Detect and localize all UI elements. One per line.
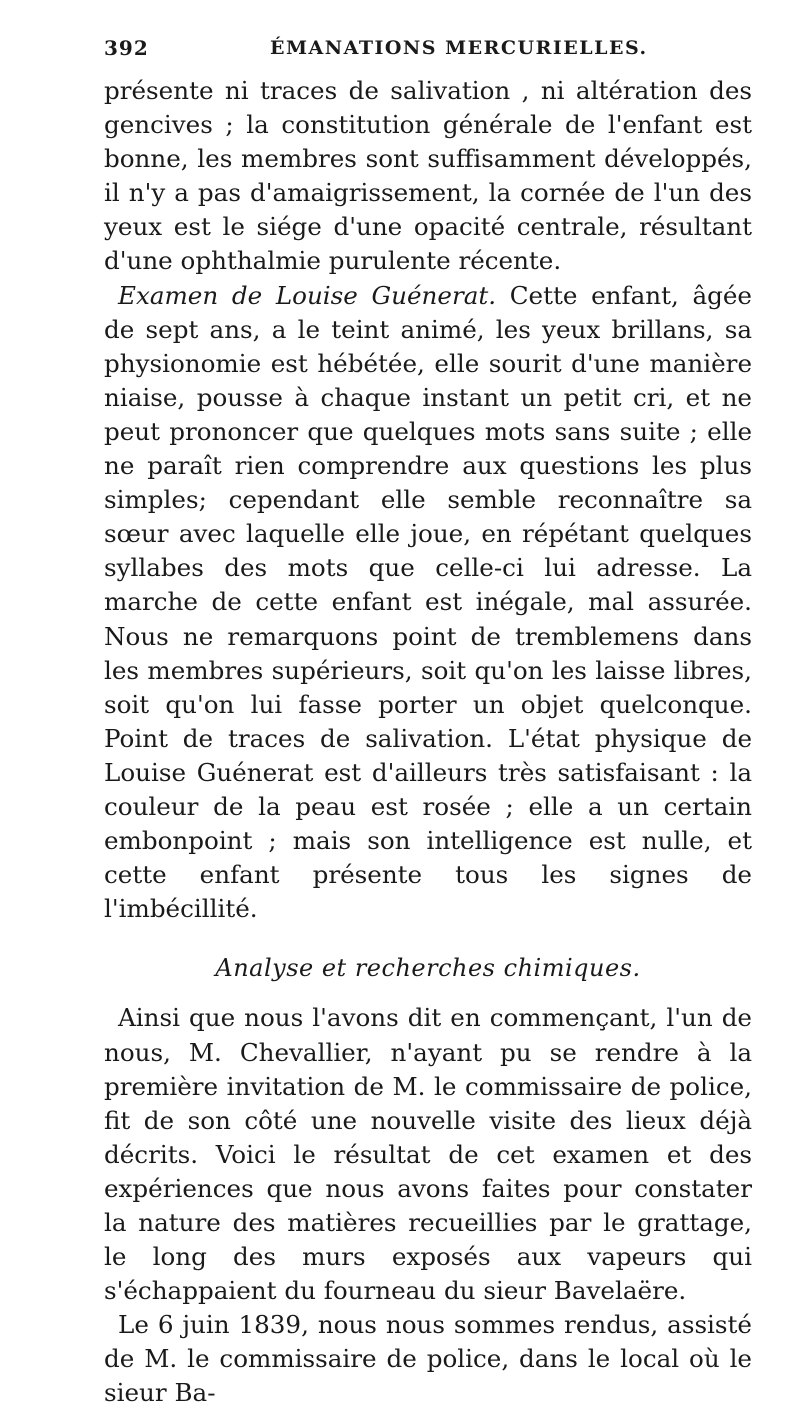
section-heading: Analyse et recherches chimiques.: [215, 954, 641, 983]
paragraph-text: présente ni traces de salivation , ni altération des gencives ; la constitution générale de l'enfant est bonne, les membres sont suffisamment développés, il n'y a pas d'amaigrissement, la cornée de l'un des yeux est le siége d'une opacité centrale, résultant d'une ophthalmie purulente récente.: [104, 76, 752, 276]
paragraph-analyse: [104, 1001, 752, 1308]
paragraph-text: Ainsi que nous l'avons dit en commençant, l'un de nous, M. Chevallier, n'ayant pu se rendre à la première invitation de M. le commissaire de police, fit de son côté une nouvelle visite des lieux déjà décrits. Voici le résultat de cet examen et des expériences que nous avons faites pour constater la nature des matières recueillies par le grattage, le long des murs exposés aux vapeurs qui s'échappaient du fourneau du sieur Bavelaëre.: [104, 1003, 752, 1306]
body-text: [104, 74, 752, 1411]
paragraph-text: Le 6 juin 1839, nous nous sommes rendus, assisté de M. le commissaire de police, dans le local où le sieur Ba-: [104, 1310, 752, 1408]
page-header: [104, 0, 752, 66]
paragraph-continuation: [104, 74, 752, 279]
page-number: 392: [104, 36, 149, 60]
paragraph-examen: [104, 279, 752, 927]
paragraph-text: Cette enfant, âgée de sept ans, a le teint animé, les yeux brillans, sa physionomie est hébétée, elle sourit d'une manière niaise, pousse à chaque instant un petit cri, et ne peut prononcer que quelques mots sans suite ; elle ne paraît rien comprendre aux questions les plus simples; cependant elle semble reconnaître sa sœur avec laquelle elle joue, en répétant quelques syllabes des mots que celle-ci lui adresse. La marche de cette enfant est inégale, mal assurée. Nous ne remarquons point de tremblemens dans les membres supérieurs, soit qu'on les laisse libres, soit qu'on lui fasse porter un objet quelconque. Point de traces de salivation. L'état physique de Louise Guénerat est d'ailleurs très satisfaisant : la couleur de la peau est rosée ; elle a un certain embonpoint ; mais son intelligence est nulle, et cette enfant présente tous les signes de l'imbécillité.: [104, 280, 752, 924]
paragraph-date: [104, 1308, 752, 1410]
running-title: ÉMANATIONS MERCURIELLES.: [270, 37, 648, 59]
paragraph-lead-italic: Examen de Louise Guénerat.: [118, 280, 497, 310]
